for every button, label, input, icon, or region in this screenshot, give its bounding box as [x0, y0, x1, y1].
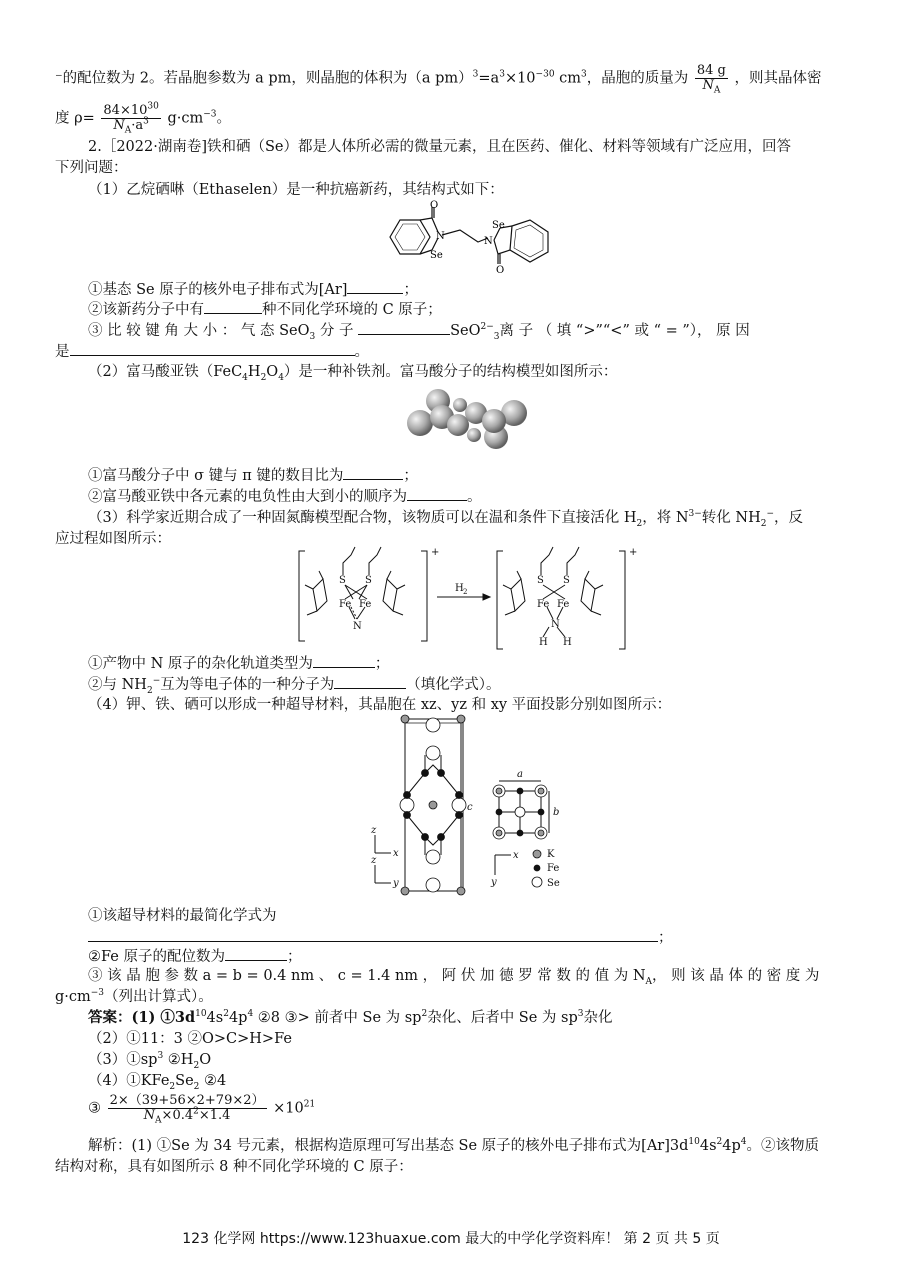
part4-q2: ②Fe 原子的配位数为 ；: [88, 946, 301, 967]
svg-text:x: x: [393, 848, 399, 859]
part4-q1-answer-line: ；: [88, 927, 673, 948]
analysis-line-1: 解析：(1) ①Se 为 34 号元素，根据构造原理可写出基态 Se 原子的核外电子排布式为$[Ar]3d^{10}4s^24p^4$。②该物质: [88, 1137, 820, 1154]
answer-line-2: （2）①11：3 ②O>C>H>Fe: [88, 1031, 292, 1047]
svg-text:O: O: [496, 265, 505, 276]
part1-q3: ③ 比 较 键 角 大 小 ： 气 态 SeO$_3$ 分 子 SeO$^{2-}_3$离 子 （ 填 “>”“<” 或 “ = ”）， 原 因: [88, 320, 750, 341]
svg-text:O: O: [430, 200, 439, 211]
svg-text:z: z: [371, 855, 377, 866]
svg-text:Fe: Fe: [537, 599, 550, 610]
part4-q3: ③ 该 晶 胞 参 数 a = b = 0.4 nm 、 c = 1.4 nm ， 阿 伏 加 德 罗 常 数 的 值 为 $N_A$， 则 该 晶 体 的 密 度 为: [88, 968, 820, 987]
svg-text:S: S: [365, 575, 372, 586]
svg-text:Se: Se: [492, 220, 505, 231]
svg-text:c: c: [467, 802, 473, 813]
answer-line-1: 答案：(1) $①3d^{10}4s^24p^4$ ②8 ③> 前者中 Se 为 $sp^2$杂化、后者中 Se 为 $sp^3$杂化: [88, 1009, 613, 1026]
svg-text:b: b: [553, 807, 560, 818]
part2-title: （2）富马酸亚铁$(FeC_4H_2O_4)$是一种补铁剂。富马酸分子的结构模型如图所示：: [88, 364, 618, 383]
page-footer: 123 化学网 https://www.123huaxue.com 最大的中学化学资料库！ 第 2 页 共 5 页: [182, 1231, 720, 1247]
svg-text:y: y: [491, 877, 497, 888]
part1-q3-reason: 是 。: [55, 341, 369, 362]
svg-text:Fe: Fe: [547, 863, 560, 874]
question-header-2: 下列问题：: [55, 160, 128, 176]
svg-text:S: S: [563, 575, 570, 586]
question-header: 2.［2022·湖南卷]铁和硒（Se）都是人体所必需的微量元素，且在医药、催化、材料等领域有广泛应用，回答: [88, 139, 792, 155]
svg-text:2: 2: [463, 588, 468, 596]
part1-q1: ①基态 Se 原子的核外电子排布式为[Ar] ；: [88, 279, 418, 300]
answer-line-5: ③ $\frac{2\times(39+56\times 2+79\times 2)}{N_A\times 0.4^2\times 1.4}$ $\times 10^{21}$: [88, 1093, 316, 1126]
svg-text:N: N: [551, 619, 560, 630]
svg-text:N: N: [353, 621, 362, 632]
svg-text:Fe: Fe: [339, 599, 352, 610]
svg-text:Fe: Fe: [557, 599, 570, 610]
svg-text:z: z: [371, 825, 377, 836]
svg-text:S: S: [537, 575, 544, 586]
svg-text:H: H: [455, 583, 464, 594]
svg-text:+: +: [629, 547, 638, 558]
part3-title: （3）科学家近期合成了一种固氮酶模型配合物，该物质可以在温和条件下直接活化 $H_2$，将 $N^{3-}$转化 $NH_2^-$，反: [88, 509, 804, 529]
svg-text:N: N: [484, 236, 493, 247]
density-fraction: $\frac{84\times 10^{30}}{N_A\cdot a^3}$: [103, 101, 159, 136]
svg-text:Fe: Fe: [359, 599, 372, 610]
crystal-projections: [365, 715, 575, 900]
part3-title-2: 应过程如图所示：: [55, 531, 171, 547]
svg-text:+: +: [431, 547, 440, 558]
density-answer-fraction: $\frac{2\times(39+56\times 2+79\times 2)}{N_A\times 0.4^2\times 1.4}$: [109, 1093, 265, 1126]
svg-text:K: K: [547, 849, 555, 860]
part1-title: （1）乙烷硒啉（Ethaselen）是一种抗癌新药，其结构式如下：: [88, 182, 504, 198]
reaction-scheme: [295, 545, 638, 655]
svg-text:S: S: [339, 575, 346, 586]
svg-text:x: x: [513, 850, 519, 861]
svg-text:y: y: [393, 878, 399, 889]
part1-q2: ②该新药分子中有 种不同化学环境的 C 原子；: [88, 299, 442, 320]
fumaric-acid-model: [400, 385, 535, 455]
part2-q2: ②富马酸亚铁中各元素的电负性由大到小的顺序为 。: [88, 486, 482, 507]
part3-q1: ①产物中 N 原子的杂化轨道类型为 ；: [88, 653, 389, 674]
part2-q1: ①富马酸分子中 σ 键与 π 键的数目比为 ；: [88, 465, 418, 486]
answer-line-4: $(4)①KFe_2Se_2$ ②4: [88, 1073, 227, 1092]
svg-text:N: N: [436, 231, 445, 242]
svg-text:H: H: [539, 637, 548, 648]
mass-fraction: $\frac{84 g}{N_A}$: [696, 63, 726, 96]
intro-line-1: ⁻的配位数为 2。若晶胞参数为 a pm，则晶胞的体积为（a $pm)^3=a^3\times 10^{-30}$ $cm^3$，晶胞的质量为 $\frac{84 g}{N_A}$ ，则其晶体密: [55, 63, 822, 96]
part4-q3-end: $g\cdot cm^{-3}$（列出计算式）。: [55, 988, 213, 1005]
intro-line-2: 度 ρ= $\frac{84\times 10^{30}}{N_A\cdot a^3}$ $g\cdot cm^{-3}$。: [55, 101, 231, 136]
svg-text:Se: Se: [430, 250, 443, 261]
part3-q2: ②与 $NH_2^-$互为等电子体的一种分子为 （填化学式）。: [88, 674, 500, 695]
svg-text:H: H: [563, 637, 572, 648]
svg-text:Se: Se: [547, 878, 560, 889]
ethaselen-structure: [380, 200, 560, 275]
part4-title: （4）钾、铁、硒可以形成一种超导材料，其晶胞在 xz、yz 和 xy 平面投影分别如图所示：: [88, 697, 672, 713]
part4-q1: ①该超导材料的最简化学式为: [88, 908, 277, 924]
analysis-line-2: 结构对称，具有如图所示 8 种不同化学环境的 C 原子：: [55, 1159, 413, 1175]
svg-text:a: a: [517, 769, 523, 780]
answer-line-3: $(3)①sp^3$ $②H_2O$: [88, 1051, 212, 1071]
